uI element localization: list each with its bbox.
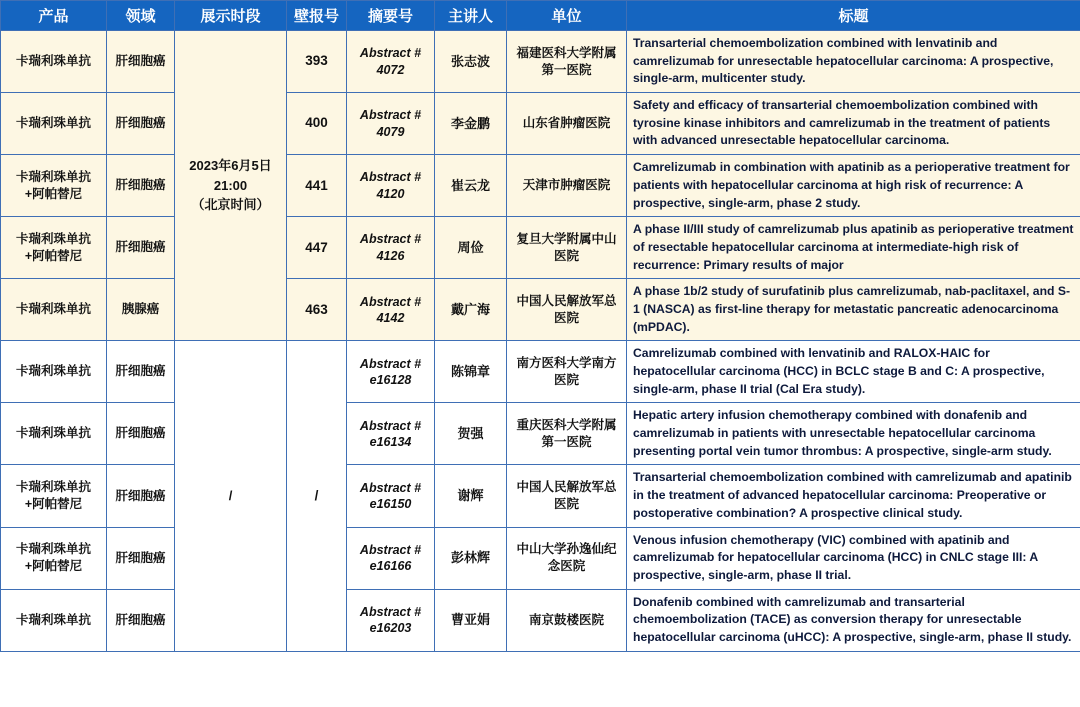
- column-header-title: 标题: [627, 1, 1080, 31]
- cell-product: 卡瑞利珠单抗: [1, 589, 107, 651]
- table-row: [1, 217, 1080, 279]
- cell-poster: 447: [287, 217, 347, 279]
- cell-speaker: 曹亚娟: [435, 589, 507, 651]
- cell-title: Donafenib combined with camrelizumab and transarterial chemoembolization (TACE) as conversion therapy for unresectable hepatocellular carcinoma (uHCC): A prospective, single-arm, phase II study.: [627, 589, 1080, 651]
- cell-abstract: Abstract # 4072: [347, 31, 435, 93]
- cell-organization: 山东省肿瘤医院: [507, 93, 627, 155]
- cell-organization: 中山大学孙逸仙纪念医院: [507, 527, 627, 589]
- table-row: [1, 31, 1080, 93]
- cell-product: 卡瑞利珠单抗: [1, 31, 107, 93]
- cell-title: Camrelizumab combined with lenvatinib and RALOX-HAIC for hepatocellular carcinoma (HCC) in BCLC stage B and C: A prospective, single-arm, phase II trial (Cal Era study).: [627, 341, 1080, 403]
- column-header-org: 单位: [507, 1, 627, 31]
- cell-abstract: Abstract # e16203: [347, 589, 435, 651]
- cell-abstract: Abstract # 4142: [347, 279, 435, 341]
- cell-poster: 400: [287, 93, 347, 155]
- cell-field: 肝细胞癌: [107, 31, 175, 93]
- table-row: [1, 589, 1080, 651]
- cell-organization: 复旦大学附属中山医院: [507, 217, 627, 279]
- cell-product: 卡瑞利珠单抗: [1, 279, 107, 341]
- column-header-field: 领域: [107, 1, 175, 31]
- cell-abstract: Abstract # 4079: [347, 93, 435, 155]
- cell-speaker: 陈锦章: [435, 341, 507, 403]
- cell-field: 胰腺癌: [107, 279, 175, 341]
- cell-speaker: 谢辉: [435, 465, 507, 527]
- cell-speaker: 贺强: [435, 403, 507, 465]
- cell-poster: 441: [287, 155, 347, 217]
- cell-field: 肝细胞癌: [107, 589, 175, 651]
- cell-speaker: 崔云龙: [435, 155, 507, 217]
- cell-field: 肝细胞癌: [107, 527, 175, 589]
- cell-product: 卡瑞利珠单抗+阿帕替尼: [1, 217, 107, 279]
- cell-field: 肝细胞癌: [107, 155, 175, 217]
- cell-product: 卡瑞利珠单抗: [1, 341, 107, 403]
- cell-title: Camrelizumab in combination with apatinib as a perioperative treatment for patients with hepatocellular carcinoma at high risk of recurrence: A prospective, single-arm, phase 2 study.: [627, 155, 1080, 217]
- cell-field: 肝细胞癌: [107, 217, 175, 279]
- cell-field: 肝细胞癌: [107, 341, 175, 403]
- cell-session: [175, 31, 287, 341]
- table-row: [1, 93, 1080, 155]
- cell-session: /: [175, 341, 287, 651]
- cell-product: 卡瑞利珠单抗: [1, 93, 107, 155]
- table-body: [1, 31, 1080, 652]
- table-row: [1, 403, 1080, 465]
- cell-abstract: Abstract # e16166: [347, 527, 435, 589]
- cell-organization: 天津市肿瘤医院: [507, 155, 627, 217]
- cell-organization: 中国人民解放军总医院: [507, 279, 627, 341]
- header-row: [1, 1, 1080, 31]
- cell-field: 肝细胞癌: [107, 465, 175, 527]
- cell-speaker: 李金鹏: [435, 93, 507, 155]
- table-header: [1, 1, 1080, 31]
- table-row: [1, 527, 1080, 589]
- cell-organization: 南方医科大学南方医院: [507, 341, 627, 403]
- cell-abstract: Abstract # 4126: [347, 217, 435, 279]
- cell-abstract: Abstract # e16134: [347, 403, 435, 465]
- session-line-1: 2023年6月5日: [189, 158, 272, 174]
- cell-organization: 南京鼓楼医院: [507, 589, 627, 651]
- cell-abstract: Abstract # e16128: [347, 341, 435, 403]
- column-header-speaker: 主讲人: [435, 1, 507, 31]
- column-header-session: 展示时段: [175, 1, 287, 31]
- column-header-poster: 壁报号: [287, 1, 347, 31]
- table-row: [1, 279, 1080, 341]
- cell-poster: 463: [287, 279, 347, 341]
- table-row: [1, 341, 1080, 403]
- cell-title: Transarterial chemoembolization combined with camrelizumab and apatinib in the treatment of advanced hepatocellular carcinoma: Preoperative or postoperative combination? A prospective clinical study.: [627, 465, 1080, 527]
- session-line-3: （北京时间）: [191, 197, 270, 213]
- column-header-product: 产品: [1, 1, 107, 31]
- cell-title: A phase 1b/2 study of surufatinib plus camrelizumab, nab-paclitaxel, and S-1 (NASCA) as first-line therapy for metastatic pancreatic adenocarcinoma (mPDAC).: [627, 279, 1080, 341]
- cell-product: 卡瑞利珠单抗+阿帕替尼: [1, 155, 107, 217]
- cell-poster: 393: [287, 31, 347, 93]
- table-row: [1, 465, 1080, 527]
- cell-organization: 重庆医科大学附属第一医院: [507, 403, 627, 465]
- cell-product: 卡瑞利珠单抗+阿帕替尼: [1, 465, 107, 527]
- cell-speaker: 周俭: [435, 217, 507, 279]
- cell-abstract: Abstract # e16150: [347, 465, 435, 527]
- cell-speaker: 张志波: [435, 31, 507, 93]
- session-line-2: 21:00: [213, 177, 248, 193]
- cell-field: 肝细胞癌: [107, 403, 175, 465]
- column-header-abstract: 摘要号: [347, 1, 435, 31]
- cell-title: Transarterial chemoembolization combined with lenvatinib and camrelizumab for unresectable hepatocellular carcinoma: A prospective, single-arm, multicenter study.: [627, 31, 1080, 93]
- cell-abstract: Abstract # 4120: [347, 155, 435, 217]
- cell-title: A phase II/III study of camrelizumab plus apatinib as perioperative treatment of resectable hepatocellular carcinoma at intermediate-high risk of recurrence: Primary results of major: [627, 217, 1080, 279]
- cell-organization: 福建医科大学附属第一医院: [507, 31, 627, 93]
- cell-product: 卡瑞利珠单抗: [1, 403, 107, 465]
- cell-organization: 中国人民解放军总医院: [507, 465, 627, 527]
- cell-title: Venous infusion chemotherapy (VIC) combined with apatinib and camrelizumab for hepatocellular carcinoma (HCC) in CNLC stage III: A prospective, single-arm, phase II trial.: [627, 527, 1080, 589]
- table-row: [1, 155, 1080, 217]
- cell-poster: /: [287, 341, 347, 651]
- cell-product: 卡瑞利珠单抗+阿帕替尼: [1, 527, 107, 589]
- cell-field: 肝细胞癌: [107, 93, 175, 155]
- cell-speaker: 彭林辉: [435, 527, 507, 589]
- cell-title: Safety and efficacy of transarterial chemoembolization combined with tyrosine kinase inhibitors and camrelizumab in the treatment of patients with advanced unresectable hepatocellular carcinoma.: [627, 93, 1080, 155]
- cell-title: Hepatic artery infusion chemotherapy combined with donafenib and camrelizumab in patients with unresectable hepatocellular carcinoma presenting portal vein tumor thrombus: A prospective, single-arm study.: [627, 403, 1080, 465]
- cell-speaker: 戴广海: [435, 279, 507, 341]
